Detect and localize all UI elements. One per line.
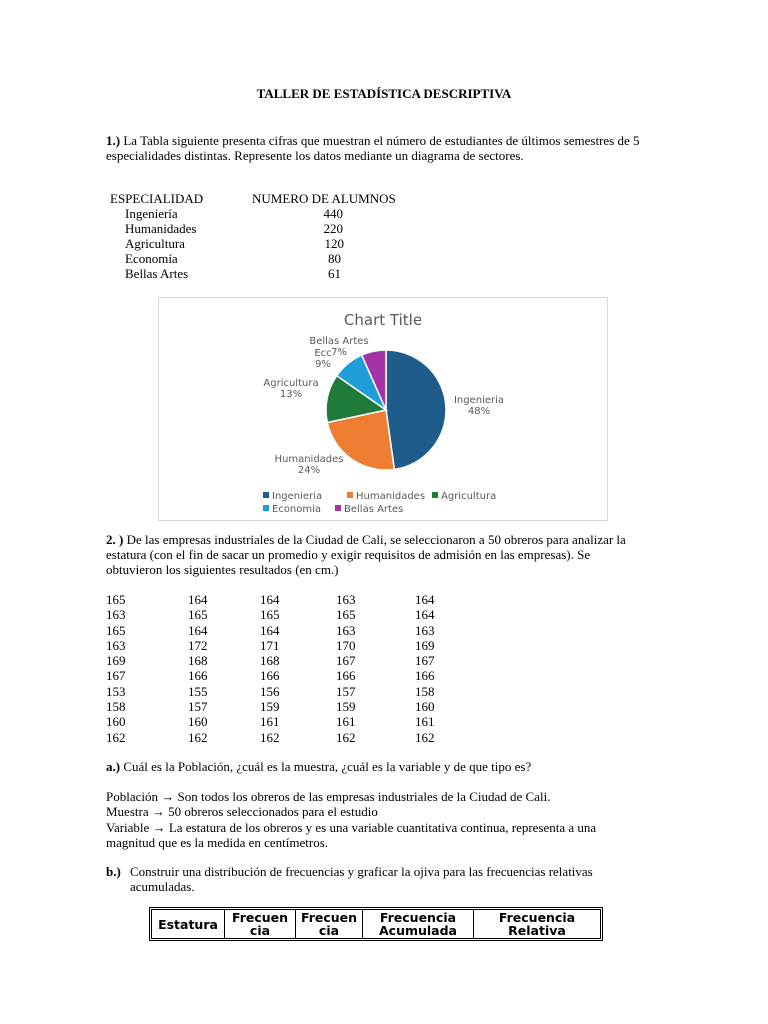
table-header-numero: NUMERO DE ALUMNOS <box>252 191 396 206</box>
legend-swatch <box>263 505 269 511</box>
height-value: 167 <box>415 653 435 669</box>
height-value: 153 <box>106 683 126 699</box>
freq-header-frecuencia-2: Frecuen cia <box>296 910 363 939</box>
height-value: 166 <box>188 668 208 684</box>
row-value: 440 <box>323 206 343 221</box>
variable-label: Variable <box>106 820 150 835</box>
legend-entry: Humanidades <box>356 491 426 502</box>
data-label: Humanidades 24% <box>274 454 344 476</box>
height-value: 163 <box>336 622 356 638</box>
legend-swatch <box>263 492 269 498</box>
height-value: 158 <box>106 699 126 715</box>
poblacion-label: Población <box>106 789 158 804</box>
row-name: Bellas Artes <box>125 266 189 281</box>
legend-swatch <box>347 492 353 498</box>
legend-swatch <box>335 505 341 511</box>
height-value: 159 <box>336 699 356 715</box>
data-label: Bellas Artes 7% <box>309 336 369 358</box>
arrow-icon: → <box>151 804 165 819</box>
height-value: 161 <box>260 714 280 730</box>
freq-header-relativa: Frecuencia Relativa <box>474 910 601 939</box>
table-row <box>106 623 475 638</box>
height-value: 164 <box>415 592 435 607</box>
muestra-label: Muestra <box>106 804 149 819</box>
data-label: Ingenieria 48% <box>453 395 505 417</box>
page-title: TALLER DE ESTADÍSTICA DESCRIPTIVA <box>256 86 512 101</box>
question-2-text: De las empresas industriales de la Ciudad de Cali, se seleccionaron a 50 obreros para analizar la estatura (con el fin de sacar un promedio y exigir requisitos de admisión en las empresas). Se obtuvieron los siguientes resultados (en cm.) <box>106 532 626 577</box>
height-value: 165 <box>106 622 126 638</box>
data-label: Ecc 9% <box>314 348 332 370</box>
height-value: 156 <box>260 683 280 699</box>
table-row <box>106 638 475 653</box>
row-value: 120 <box>324 236 344 251</box>
question-2 <box>106 532 646 577</box>
height-value: 162 <box>336 729 356 745</box>
freq-header-frecuencia: Frecuen cia <box>225 910 296 939</box>
poblacion-text: Son todos los obreros de las empresas industriales de la Ciudad de Cali. <box>174 789 551 804</box>
table-row <box>106 699 475 714</box>
height-value: 161 <box>415 714 435 730</box>
row-name: Economía <box>125 251 178 266</box>
height-value: 163 <box>106 637 126 653</box>
height-value: 162 <box>260 729 280 745</box>
pie-chart-svg <box>159 298 607 520</box>
height-value: 164 <box>188 622 208 638</box>
table-header-especialidad: ESPECIALIDAD <box>110 191 204 206</box>
height-value: 165 <box>260 607 280 623</box>
height-value: 166 <box>336 668 356 684</box>
legend-entry: Agricultura <box>441 491 497 502</box>
height-value: 162 <box>415 729 435 745</box>
pie-slice-ingenieria <box>386 350 446 469</box>
legend-entry: Economia <box>272 504 322 515</box>
question-1-number: 1.) <box>106 133 121 148</box>
pie-chart <box>158 297 608 521</box>
answer-muestra <box>106 804 646 819</box>
height-value: 161 <box>336 714 356 730</box>
answer-variable <box>106 820 646 850</box>
height-value: 162 <box>106 729 126 745</box>
row-value: 220 <box>323 221 343 236</box>
question-1-text: La Tabla siguiente presenta cifras que muestran el número de estudiantes de últimos semestres de 5 especialidades distintas. Represente los datos mediante un diagrama de sectores. <box>106 133 640 163</box>
height-value: 160 <box>106 714 126 730</box>
height-value: 166 <box>260 668 280 684</box>
row-value: 80 <box>328 251 341 266</box>
height-value: 165 <box>336 607 356 623</box>
arrow-icon: → <box>152 820 166 835</box>
question-2a-text: Cuál es la Población, ¿cuál es la muestra, ¿cuál es la variable y de que tipo es? <box>120 759 532 774</box>
variable-text: La estatura de los obreros y es una variable cuantitativa continua, representa a una magnitud que es la medida en centímetros. <box>106 820 597 850</box>
height-value: 159 <box>260 699 280 715</box>
height-value: 164 <box>260 622 280 638</box>
table-row <box>106 592 475 607</box>
chart-title: Chart Title <box>343 311 423 329</box>
question-1 <box>106 133 646 163</box>
height-value: 160 <box>188 714 208 730</box>
frequency-table <box>151 909 601 939</box>
height-value: 172 <box>188 637 208 653</box>
question-2-number: 2. ) <box>106 532 124 547</box>
height-value: 164 <box>260 592 280 607</box>
height-value: 165 <box>106 592 126 607</box>
table-row <box>106 730 475 745</box>
legend-swatch <box>432 492 438 498</box>
height-value: 155 <box>188 683 208 699</box>
height-value: 157 <box>188 699 208 715</box>
heights-table <box>106 592 475 745</box>
height-value: 162 <box>188 729 208 745</box>
row-value: 61 <box>328 266 341 281</box>
height-value: 168 <box>188 653 208 669</box>
row-name: Ingeniería <box>125 206 178 221</box>
row-name: Agricultura <box>125 236 185 251</box>
row-name: Humanidades <box>125 221 197 236</box>
height-value: 163 <box>106 607 126 623</box>
table-row <box>106 653 475 668</box>
height-value: 169 <box>106 653 126 669</box>
height-value: 164 <box>188 592 208 607</box>
question-2b-number: b.) <box>106 864 121 879</box>
question-2a <box>106 759 646 774</box>
muestra-text: 50 obreros seleccionados para el estudio <box>164 804 378 819</box>
question-2b-text: Construir una distribución de frecuencias y graficar la ojiva para las frecuencias relativas acumuladas. <box>130 864 593 894</box>
height-value: 163 <box>415 622 435 638</box>
height-value: 165 <box>188 607 208 623</box>
height-value: 160 <box>415 699 435 715</box>
height-value: 158 <box>415 683 435 699</box>
answer-poblacion <box>106 789 646 804</box>
freq-header-acumulada: Frecuencia Acumulada <box>363 910 474 939</box>
table-row <box>106 607 475 622</box>
height-value: 169 <box>415 637 435 653</box>
height-value: 157 <box>336 683 356 699</box>
arrow-icon: → <box>161 789 175 804</box>
table-row <box>106 684 475 699</box>
height-value: 164 <box>415 607 435 623</box>
height-value: 171 <box>260 637 280 653</box>
table-row <box>106 714 475 729</box>
legend-entry: Bellas Artes <box>344 504 404 515</box>
question-2a-number: a.) <box>106 759 121 774</box>
height-value: 167 <box>106 668 126 684</box>
freq-header-estatura: Estatura <box>152 910 225 939</box>
height-value: 166 <box>415 668 435 684</box>
height-value: 168 <box>260 653 280 669</box>
legend-entry: Ingenieria <box>272 491 323 502</box>
table-row <box>106 668 475 683</box>
height-value: 163 <box>336 592 356 607</box>
height-value: 170 <box>336 637 356 653</box>
data-label: Agricultura 13% <box>263 378 319 400</box>
height-value: 167 <box>336 653 356 669</box>
